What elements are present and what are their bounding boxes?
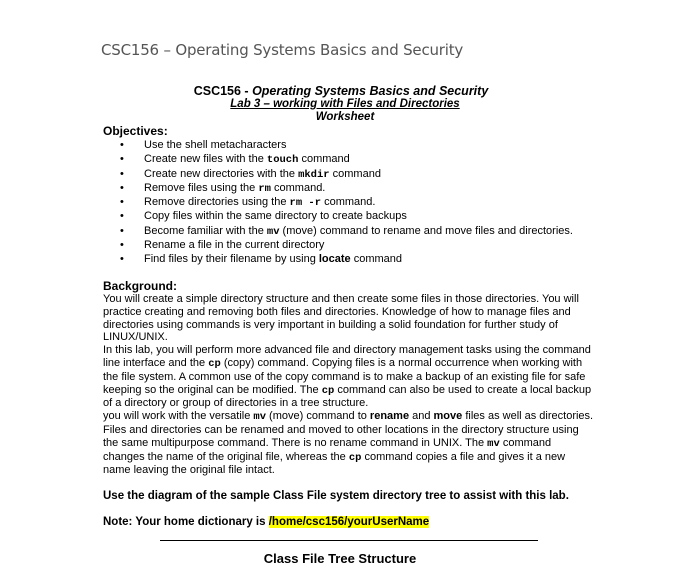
worksheet-subtitle: Worksheet	[315, 111, 375, 123]
bullet-icon: •	[120, 196, 124, 209]
background-paragraph: You will create a simple directory structure and then create some files in those directories. You will practice creating and removing both files and directories. Knowledge of how to manage files and directories using commands is very important in building a solid foundation for further study of LINUX/UNIX.	[103, 293, 579, 344]
title-block	[0, 84, 700, 124]
background-paragraph: In this lab, you will perform more advanced file and directory management tasks using the command line interface and the cp (copy) command. Copying files is a normal occurrence when working with the file system. A common use of the copy command is to make a backup of an existing file for safe keeping so the original can be modified. The cp command can also be used to create a local backup of a directory or group of directories in a tree structure.	[103, 344, 592, 410]
bullet-icon: •	[120, 210, 124, 223]
objectives-heading: Objectives:	[103, 124, 168, 138]
list-item: • Remove files using the rm command.	[120, 181, 326, 195]
list-item: • Find files by their filename by using locate command	[120, 253, 403, 266]
list-item: • Rename a file in the current directory	[120, 239, 325, 252]
bullet-icon: •	[120, 253, 124, 266]
bullet-icon: •	[120, 224, 124, 237]
bullet-icon: •	[120, 167, 124, 180]
background-body	[103, 293, 595, 477]
list-item: • Copy files within the same directory to create backups	[120, 210, 407, 223]
bullet-icon: •	[120, 239, 124, 252]
course-title: CSC156 - Operating Systems Basics and Security	[193, 84, 489, 98]
list-item: • Become familiar with the mv (move) command to rename and move files and directories.	[120, 224, 573, 238]
lab-title: Lab 3 – working with Files and Directories	[230, 98, 460, 110]
bullet-icon: •	[120, 153, 124, 166]
background-heading: Background:	[103, 279, 178, 293]
background-paragraph: you will work with the versatile mv (move) command to rename and move files as well as directories. Files and directories can be renamed and moved to other locations in the directory structure using the same multipurpose command. There is no rename command in UNIX. The mv command changes the name of the original file, whereas the cp command copies a file and gives it a new name leaving the original file intact.	[103, 410, 594, 477]
list-item: • Create new files with the touch command	[120, 153, 350, 167]
list-item: • Use the shell metacharacters	[120, 139, 287, 151]
bullet-icon: •	[120, 139, 124, 151]
divider	[160, 540, 538, 541]
bullet-icon: •	[120, 181, 124, 194]
list-item: • Remove directories using the rm -r command.	[120, 196, 376, 210]
list-item: • Create new directories with the mkdir command	[120, 167, 381, 181]
diagram-instruction: Use the diagram of the sample Class File system directory tree to assist with this lab.	[103, 490, 569, 502]
home-path-highlight: /home/csc156/yourUserName	[268, 516, 430, 528]
running-header: CSC156 – Operating Systems Basics and Security	[101, 41, 464, 59]
home-directory-note: Note: Your home dictionary is /home/csc156/yourUserName	[103, 516, 430, 528]
tree-structure-title: Class File Tree Structure	[263, 551, 417, 566]
objectives-list	[0, 138, 573, 267]
